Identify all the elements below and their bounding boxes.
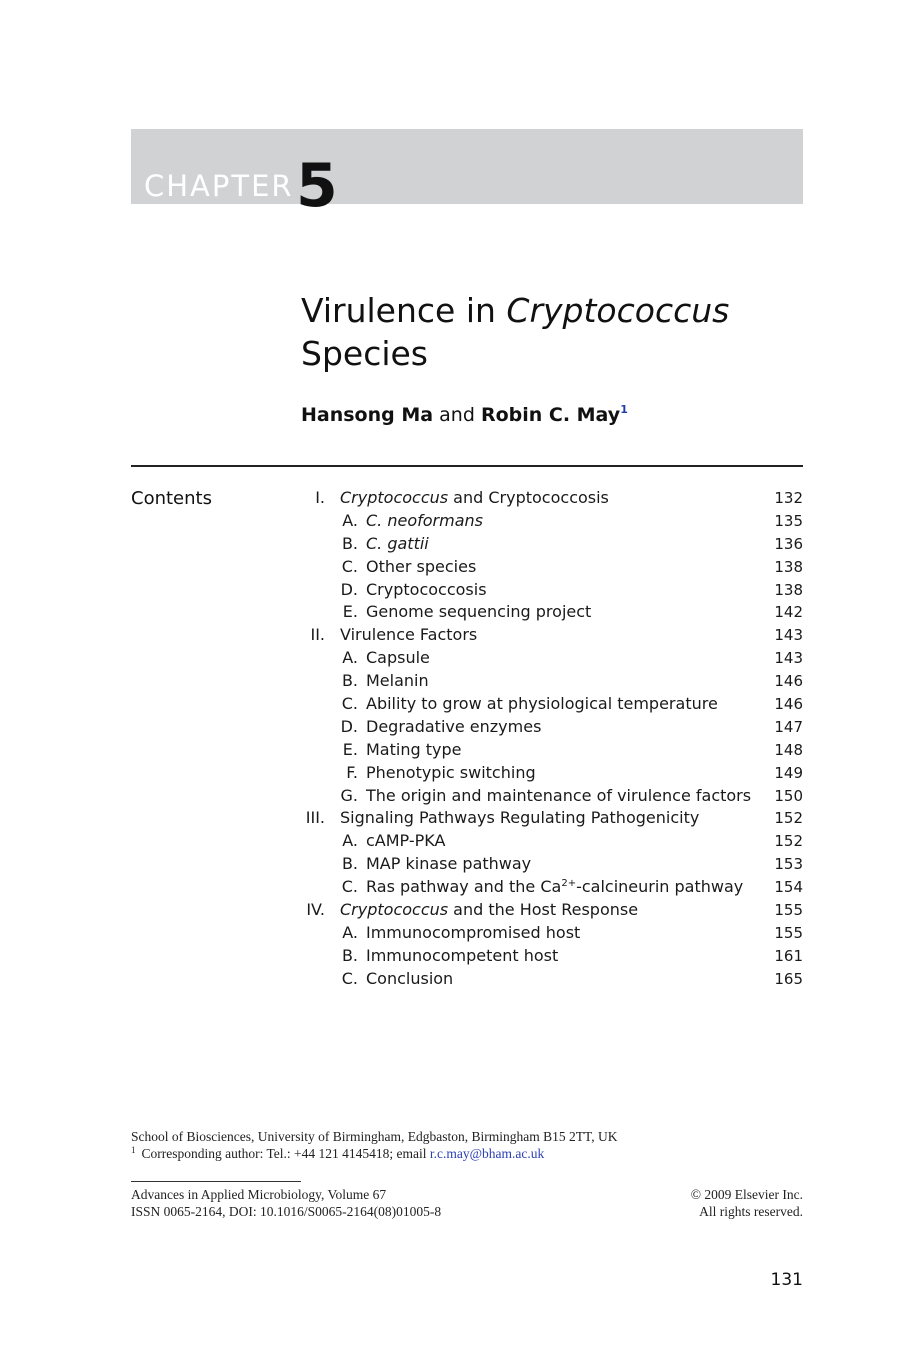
toc-entry-title — [366, 876, 743, 899]
author-second: Robin C. May — [480, 404, 621, 426]
toc-entry-text: Other species — [366, 556, 477, 576]
toc-page-number: 138 — [774, 580, 803, 599]
title-suffix: Species — [301, 334, 429, 373]
toc-entry-title — [366, 945, 558, 968]
toc-entry-text: Immunocompetent host — [366, 945, 559, 965]
issn-doi: ISSN 0065-2164, DOI: 10.1016/S0065-2164(08)01005-8 — [131, 1204, 442, 1219]
email-link[interactable]: r.c.may@bham.ac.uk — [429, 1146, 545, 1161]
toc-entry-text: Ability to grow at physiological temperature — [366, 694, 718, 714]
toc-page-number: 146 — [774, 672, 803, 691]
toc-entry-title — [366, 716, 541, 739]
chapter-title — [301, 289, 801, 375]
toc-entry-text: cAMP-PKA — [366, 831, 446, 851]
toc-entry-text: Signaling Pathways Regulating Pathogenicity — [340, 808, 700, 828]
toc-entry-text: MAP kinase pathway — [366, 854, 532, 874]
toc-entry-title — [366, 579, 487, 602]
toc-entry-title — [366, 785, 751, 808]
toc-page-number: 165 — [774, 969, 803, 988]
toc-entry-title — [340, 807, 699, 830]
toc-page-number: 153 — [774, 855, 803, 874]
toc-entry-title — [366, 922, 580, 945]
toc-subsection[interactable] — [300, 579, 803, 602]
toc-page-number: 154 — [774, 878, 803, 897]
toc-entry-text: Cryptococcosis — [366, 579, 487, 599]
toc-page-number: 138 — [774, 557, 803, 576]
toc-entry-superscript: 2+ — [561, 878, 577, 890]
toc-entry-title — [366, 647, 430, 670]
toc-page-number: 161 — [774, 946, 803, 965]
toc-page-number: 135 — [774, 511, 803, 530]
toc-entry-title — [366, 968, 453, 991]
toc-subsection[interactable] — [300, 785, 803, 808]
toc-entry-text: Melanin — [366, 671, 429, 691]
toc-subsection[interactable] — [300, 739, 803, 762]
footnotes — [131, 1128, 803, 1162]
toc-subsection[interactable] — [300, 670, 803, 693]
toc-subsection-letter: B. — [341, 945, 358, 965]
toc-entry-italic: Cryptococcus — [340, 900, 449, 920]
toc-subsection-letter: C. — [341, 968, 358, 988]
toc-subsection[interactable] — [300, 716, 803, 739]
toc-entry-title — [340, 487, 609, 510]
toc-entry-title — [366, 670, 429, 693]
toc-section-number: IV. — [306, 900, 325, 920]
toc-page-number: 143 — [774, 649, 803, 668]
rights-statement: All rights reserved. — [699, 1204, 803, 1219]
toc-page-number: 147 — [774, 717, 803, 736]
toc-subsection[interactable] — [300, 853, 803, 876]
toc-subsection[interactable] — [300, 876, 803, 899]
toc-entry-text: Capsule — [366, 648, 430, 668]
toc-entry-italic: Cryptococcus — [340, 488, 449, 507]
toc-subsection-letter: E. — [342, 602, 358, 622]
toc-entry-title — [366, 556, 476, 579]
toc-subsection-letter: F. — [346, 762, 358, 782]
toc-entry-text: The origin and maintenance of virulence factors — [366, 785, 752, 805]
toc-entry-title — [366, 739, 461, 762]
toc-entry-title — [366, 830, 445, 853]
toc-entry-text: Immunocompromised host — [366, 922, 581, 942]
toc-page-number: 132 — [774, 489, 803, 507]
corresponding-text: Corresponding author: Tel.: +44 121 4145418; email — [141, 1146, 430, 1161]
header-divider — [131, 465, 803, 467]
toc-page-number: 155 — [774, 901, 803, 920]
toc-entry-title — [366, 601, 591, 624]
toc-entry-title — [340, 624, 477, 647]
toc-page-number: 148 — [774, 740, 803, 759]
footer-divider — [131, 1181, 301, 1182]
toc-subsection-letter: E. — [342, 739, 358, 759]
toc-page-number: 142 — [774, 603, 803, 622]
toc-section-number: II. — [310, 625, 325, 645]
toc-subsection-letter: B. — [341, 533, 358, 553]
toc-entry-text: Degradative enzymes — [366, 716, 542, 736]
toc-subsection-letter: A. — [342, 922, 358, 942]
toc-entry-text: Virulence Factors — [340, 625, 478, 645]
toc-page-number: 143 — [774, 626, 803, 645]
toc-section[interactable] — [300, 807, 803, 830]
toc-subsection-letter: C. — [341, 694, 358, 714]
table-of-contents — [300, 487, 803, 991]
toc-subsection[interactable] — [300, 510, 803, 533]
toc-subsection-letter: A. — [342, 831, 358, 851]
toc-page-number: 150 — [774, 786, 803, 805]
chapter-number: 5 — [296, 151, 338, 221]
toc-entry-text: Genome sequencing project — [366, 602, 592, 622]
toc-entry-title — [366, 510, 483, 533]
toc-subsection-letter: A. — [342, 648, 358, 668]
toc-section-number: I. — [315, 488, 325, 507]
toc-subsection-letter: B. — [341, 671, 358, 691]
toc-entry-title — [366, 762, 536, 785]
toc-entry-title — [366, 853, 531, 876]
author-first: Hansong Ma — [301, 404, 434, 426]
toc-subsection[interactable] — [300, 945, 803, 968]
toc-entry-text: Conclusion — [366, 968, 454, 988]
toc-subsection[interactable] — [300, 533, 803, 556]
title-italic: Cryptococcus — [506, 291, 730, 330]
toc-subsection-letter: D. — [340, 579, 358, 599]
toc-subsection-letter: A. — [342, 510, 358, 530]
toc-subsection[interactable] — [300, 601, 803, 624]
toc-subsection-letter: C. — [341, 877, 358, 897]
toc-entry-title — [366, 693, 718, 716]
footnote-mark: 1 — [131, 1145, 136, 1155]
corresponding-author-note — [131, 1145, 803, 1162]
toc-page-number: 149 — [774, 763, 803, 782]
toc-section[interactable] — [300, 899, 803, 922]
toc-subsection[interactable] — [300, 556, 803, 579]
toc-section[interactable] — [300, 624, 803, 647]
copyright: © 2009 Elsevier Inc. — [690, 1187, 803, 1202]
page-number: 131 — [770, 1270, 803, 1290]
author-conjunction: and — [439, 404, 475, 426]
toc-page-number: 152 — [774, 832, 803, 851]
author-line — [301, 403, 628, 426]
toc-page-number: 146 — [774, 695, 803, 714]
affiliation: School of Biosciences, University of Birmingham, Edgbaston, Birmingham B15 2TT, UK — [131, 1129, 618, 1144]
chapter-label: CHAPTER — [144, 169, 294, 203]
toc-page-number: 136 — [774, 534, 803, 553]
toc-subsection-letter: C. — [341, 556, 358, 576]
toc-page-number: 152 — [774, 809, 803, 828]
toc-entry-text: Mating type — [366, 739, 462, 759]
toc-entry-text-continued: -calcineurin pathway — [576, 877, 744, 897]
toc-subsection-letter: G. — [340, 785, 358, 805]
toc-subsection-letter: D. — [340, 716, 358, 736]
toc-entry-text: Phenotypic switching — [366, 762, 536, 782]
toc-section-number: III. — [305, 808, 325, 828]
title-prefix: Virulence in — [301, 291, 507, 330]
toc-subsection[interactable] — [300, 922, 803, 945]
toc-entry-italic: C. neoformans — [366, 510, 483, 530]
toc-subsection[interactable] — [300, 830, 803, 853]
toc-entry-title — [366, 533, 429, 556]
toc-subsection[interactable] — [300, 647, 803, 670]
toc-entry-italic: C. gattii — [366, 533, 429, 553]
author-footnote-mark[interactable]: 1 — [620, 403, 628, 416]
toc-page-number: 155 — [774, 923, 803, 942]
toc-entry-text: and the Host Response — [448, 900, 639, 920]
toc-entry-title — [340, 899, 638, 922]
toc-subsection[interactable] — [300, 968, 803, 991]
journal-volume: Advances in Applied Microbiology, Volume 67 — [131, 1187, 387, 1202]
toc-subsection[interactable] — [300, 693, 803, 716]
contents-heading: Contents — [131, 488, 212, 509]
toc-subsection-letter: B. — [341, 854, 358, 874]
toc-subsection[interactable] — [300, 762, 803, 785]
toc-entry-text: and Cryptococcosis — [448, 488, 609, 507]
toc-entry-text: Ras pathway and the Ca — [366, 877, 562, 897]
toc-section[interactable] — [300, 487, 803, 510]
